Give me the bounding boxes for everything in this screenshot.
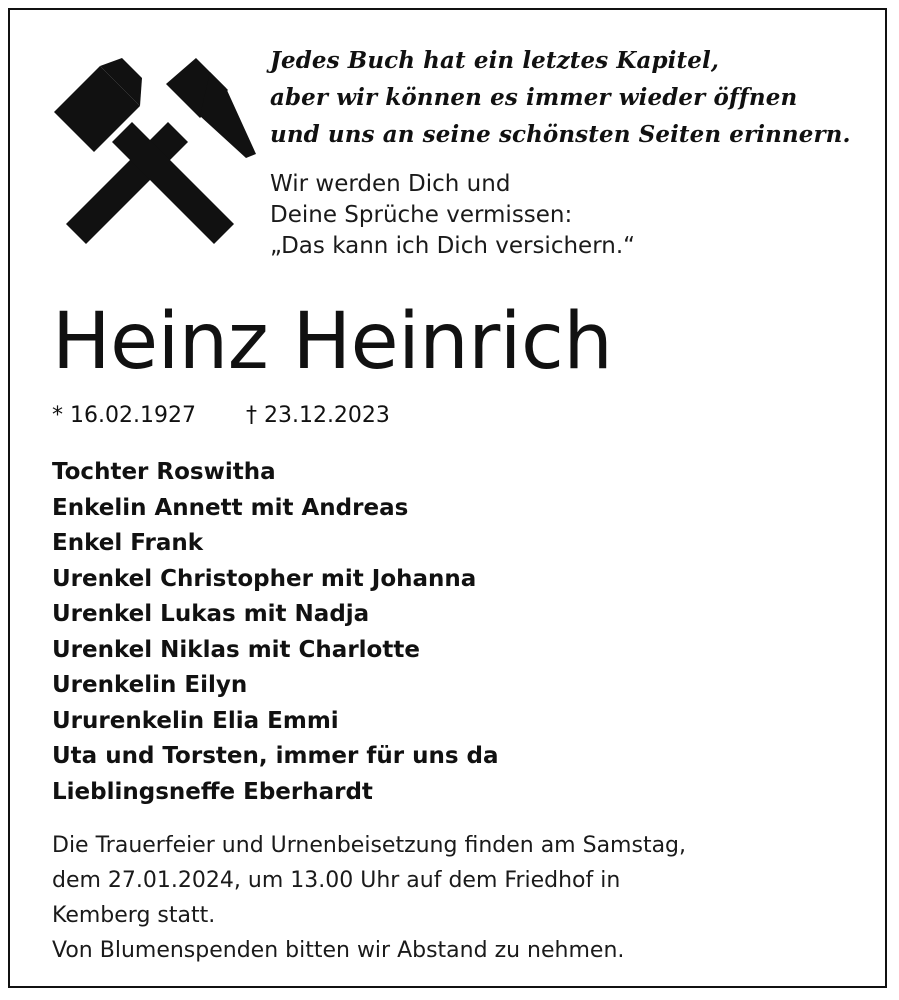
life-dates <box>52 401 390 431</box>
quote-line: Jedes Buch hat ein letztes Kapitel, <box>270 47 719 74</box>
mourner-entry: Ururenkelin Elia Emmi <box>52 707 339 734</box>
personal-message <box>270 169 870 262</box>
quote-block <box>270 42 870 153</box>
mourner-entry: Enkelin Annett mit Andreas <box>52 494 409 521</box>
mourner-entry: Urenkelin Eilyn <box>52 672 248 698</box>
crossed-hammers-icon <box>50 58 260 248</box>
mourner-entry: Urenkel Niklas mit Charlotte <box>52 636 420 663</box>
mourner-entry: Uta und Torsten, immer für uns da <box>52 743 499 769</box>
birth-date: * 16.02.1927 <box>52 403 196 428</box>
message-line: Deine Sprüche vermissen: <box>270 202 573 228</box>
message-line: „Das kann ich Dich versichern.“ <box>270 233 636 259</box>
deceased-name: Heinz Heinrich <box>52 297 613 387</box>
notice-line: Kemberg statt. <box>52 903 216 928</box>
death-date: † 23.12.2023 <box>245 403 390 428</box>
mourner-entry: Tochter Roswitha <box>52 459 276 485</box>
mourner-entry: Lieblingsneffe Eberhardt <box>52 778 373 805</box>
mourner-entry: Urenkel Christopher mit Johanna <box>52 565 477 592</box>
quote-line: und uns an seine schönsten Seiten erinnern. <box>270 121 851 148</box>
funeral-notice <box>52 828 852 968</box>
mourners-list <box>52 455 499 810</box>
quote-line: aber wir können es immer wieder öffnen <box>270 84 798 111</box>
mourner-entry: Urenkel Lukas mit Nadja <box>52 601 370 627</box>
notice-line: Von Blumenspenden bitten wir Abstand zu nehmen. <box>52 938 625 963</box>
message-line: Wir werden Dich und <box>270 171 511 197</box>
notice-line: dem 27.01.2024, um 13.00 Uhr auf dem Friedhof in <box>52 868 621 893</box>
mourner-entry: Enkel Frank <box>52 530 204 556</box>
notice-line: Die Trauerfeier und Urnenbeisetzung finden am Samstag, <box>52 833 687 858</box>
